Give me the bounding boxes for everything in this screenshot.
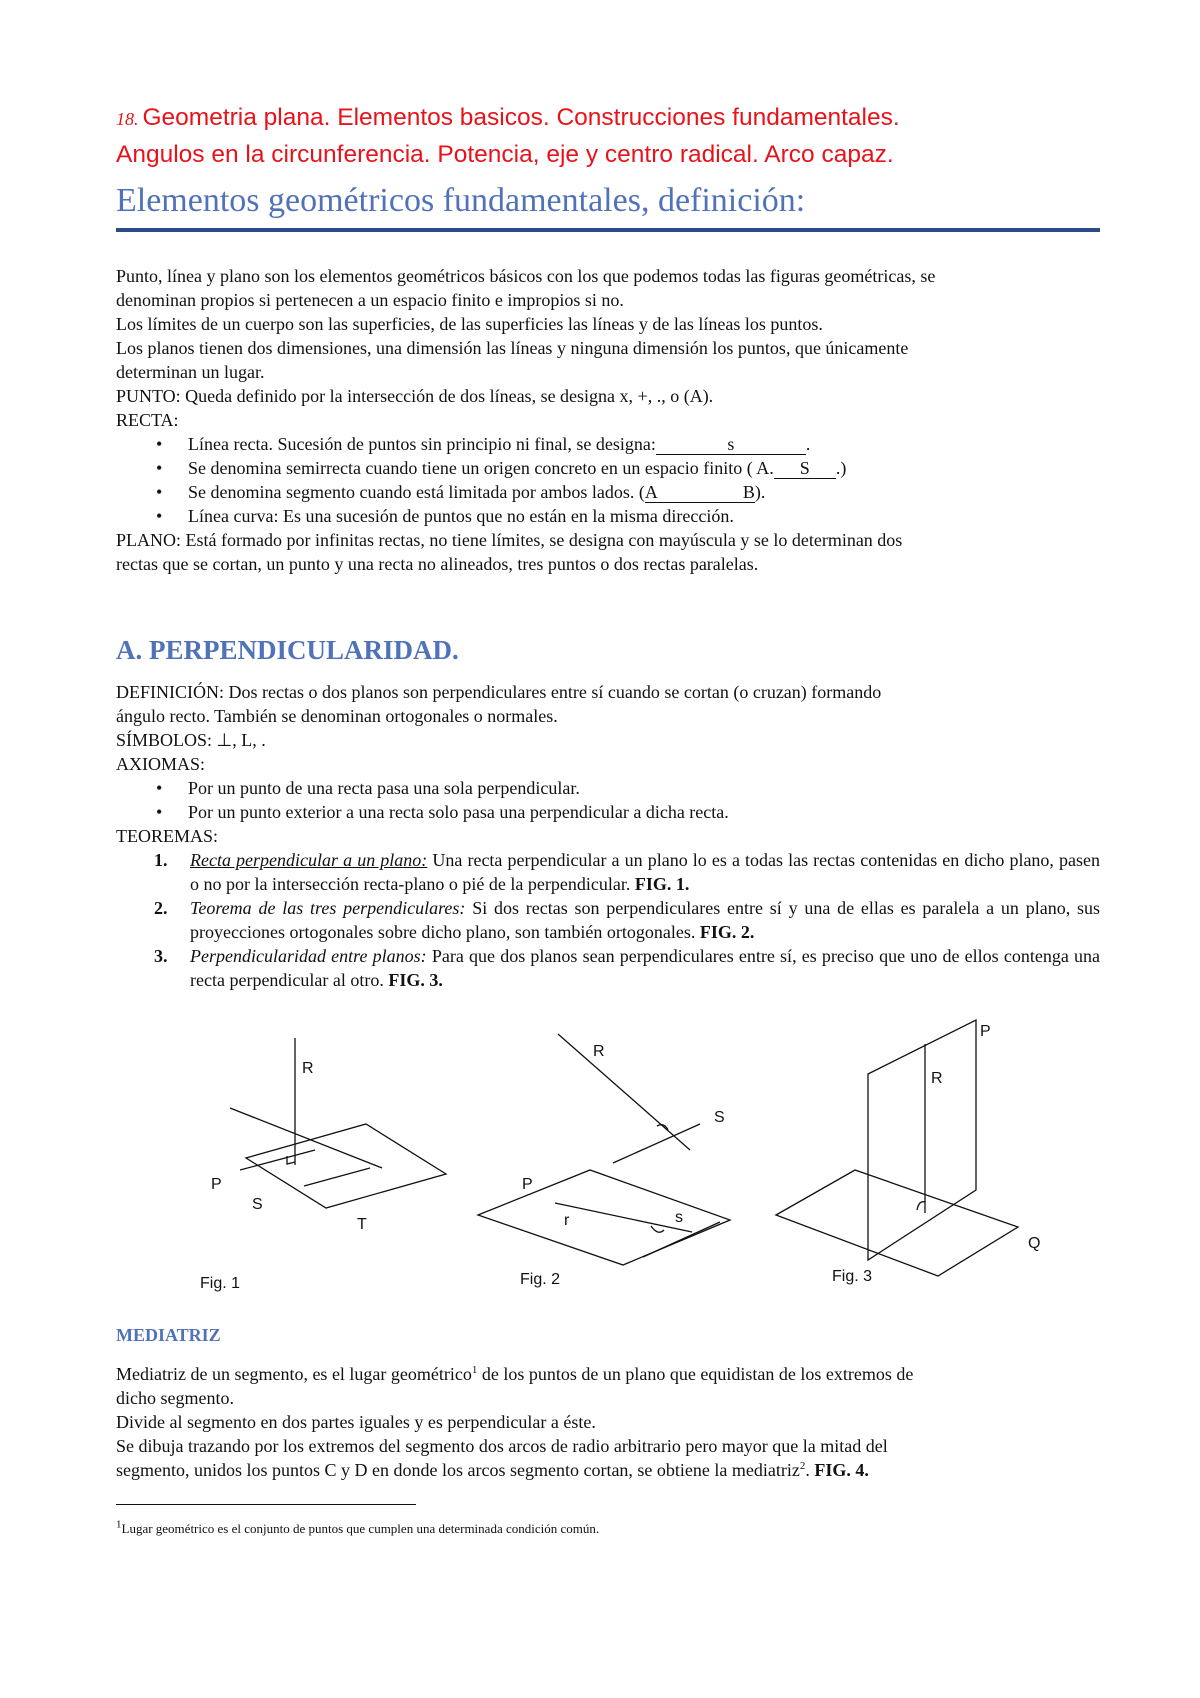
section-title: Elementos geométricos fundamentales, definición:: [116, 182, 806, 219]
fig1-label-s: S: [252, 1196, 263, 1213]
chapter-title-line-2: Angulos en la circunferencia. Potencia, eje y centro radical. Arco capaz.: [116, 141, 894, 168]
fig1-label-r: R: [302, 1060, 314, 1077]
plano-line1: PLANO: Está formado por infinitas rectas, no tiene límites, se designa con mayúscula y se lo determinan dos: [116, 530, 903, 550]
plano-line2: rectas que se cortan, un punto y una recta no alineados, tres puntos o dos rectas paralelas.: [116, 554, 759, 574]
mediatriz-p1: Mediatriz de un segmento, es el lugar geométrico$^1$ de los puntos de un plano que equidistan de los extremos de: [116, 1364, 914, 1384]
fig2-line-s: [613, 1124, 700, 1163]
fig2-plane-p: [478, 1170, 730, 1265]
fig1-label-t: T: [357, 1216, 367, 1233]
teoremas-label: TEOREMAS:: [116, 826, 219, 846]
axioma-1: • Por un punto de una recta pasa una sola perpendicular.: [116, 776, 1100, 800]
axioma-2: • Por un punto exterior a una recta solo pasa una perpendicular a dicha recta.: [116, 800, 1100, 824]
fig2-caption: Fig. 2: [520, 1271, 561, 1288]
fig3-label-r: R: [931, 1070, 943, 1087]
segmento-symbol-underline: A B: [644, 482, 755, 502]
fig2-label-p: P: [522, 1176, 533, 1193]
recta-bullet-4: • Línea curva: Es una sucesión de puntos que no están en la misma dirección.: [116, 504, 1100, 528]
footnote-rule: [116, 1504, 416, 1505]
section-a-heading: A. PERPENDICULARIDAD.: [116, 635, 459, 665]
fig2-label-s-lower: s: [675, 1209, 683, 1226]
fig1-line-t: [304, 1168, 370, 1186]
intro-p1-line2: denominan propios si pertenecen a un espacio finito e impropios si no.: [116, 290, 624, 310]
fig2-label-r-upper: R: [593, 1043, 605, 1060]
fig2-line-r: [558, 1034, 690, 1150]
definicion-line1: DEFINICIÓN: Dos rectas o dos planos son perpendiculares entre sí cuando se cortan (o cruzan) formando: [116, 682, 882, 702]
mediatriz-p1-line2: dicho segmento.: [116, 1388, 234, 1408]
chapter-number: 18.: [116, 109, 139, 129]
fig3-label-p: P: [980, 1023, 991, 1040]
footnote: $^1$Lugar geométrico es el conjunto de puntos que cumplen una determinada condición común.: [116, 1518, 600, 1536]
teorema-2: 2. Teorema de las tres perpendiculares: Si dos rectas son perpendiculares entre sí y una de ellas es paralela a un plano, sus proyecciones ortogonales sobre dicho plano, son también ortogonales. FIG. 2.: [154, 898, 1100, 942]
fig2-angle-mark-2: [651, 1226, 664, 1232]
fig1-label-p: P: [211, 1176, 222, 1193]
intro-p2: Los límites de un cuerpo son las superficies, de las superficies las líneas y de las líneas los puntos.: [116, 314, 823, 334]
fig3-plane-q: [776, 1170, 1018, 1276]
fig2-line-r-proj: [555, 1203, 692, 1232]
fig1-rhombus-left: [230, 1108, 382, 1168]
intro-p3-line1: Los planos tienen dos dimensiones, una dimensión las líneas y ninguna dimensión los puntos, que únicamente: [116, 338, 909, 358]
mediatriz-heading: MEDIATRIZ: [116, 1325, 221, 1345]
fig1-line-s: [240, 1150, 315, 1170]
figure-3: [776, 1020, 1018, 1276]
fig3-caption: Fig. 3: [832, 1268, 873, 1285]
axiomas-label: AXIOMAS:: [116, 754, 206, 774]
fig2-line-s-proj: [643, 1222, 720, 1257]
intro-p3-line2: determinan un lugar.: [116, 362, 265, 382]
chapter-title-line-1: Geometria plana. Elementos basicos. Construcciones fundamentales.: [142, 104, 900, 131]
definicion-line2: ángulo recto. También se denominan ortogonales o normales.: [116, 706, 558, 726]
mediatriz-block: [116, 1362, 1100, 1482]
fig2-label-s-upper: S: [714, 1109, 725, 1126]
simbolos: SÍMBOLOS: ⊥, L, .: [116, 730, 266, 750]
fig3-angle-mark: [917, 1202, 925, 1210]
fig1-caption: Fig. 1: [200, 1275, 241, 1292]
mediatriz-p3-line2: segmento, unidos los puntos C y D en donde los arcos segmento cortan, se obtiene la mediatriz$^2$. FIG. 4.: [116, 1460, 869, 1480]
semirrecta-symbol-underline: S: [774, 458, 836, 479]
teorema-1: 1. Recta perpendicular a un plano: Una recta perpendicular a un plano lo es a todas las rectas contenidas en dicho plano, pasen o no por la intersección recta-plano o pié de la perpendicular. FIG. 1.: [154, 850, 1100, 894]
fig2-label-r-lower: r: [564, 1212, 570, 1229]
fig3-plane-p: [868, 1020, 976, 1260]
figure-2: [478, 1034, 730, 1265]
recta-symbol-underline: s: [656, 434, 806, 455]
recta-bullet-2: • Se denomina semirrecta cuando tiene un origen concreto en un espacio finito ( A. S .): [116, 456, 1100, 480]
punto-definition: PUNTO: Queda definido por la intersección de dos líneas, se designa x, +, ., o (A).: [116, 386, 714, 406]
mediatriz-p2: Divide al segmento en dos partes iguales y es perpendicular a éste.: [116, 1412, 596, 1432]
recta-label: RECTA:: [116, 410, 179, 430]
mediatriz-p3-line1: Se dibuja trazando por los extremos del segmento dos arcos de radio arbitrario pero mayor que la mitad del: [116, 1436, 888, 1456]
fig3-label-q: Q: [1028, 1235, 1041, 1252]
fig1-plane-p: [246, 1124, 446, 1208]
recta-bullet-3: • Se denomina segmento cuando está limitada por ambos lados. (A B).: [116, 480, 1100, 504]
teorema-3: 3. Perpendicularidad entre planos: Para que dos planos sean perpendiculares entre sí, es preciso que uno de ellos contenga una recta perpendicular al otro. FIG. 3.: [154, 946, 1100, 990]
intro-p1-line1: Punto, línea y plano son los elementos geométricos básicos con los que podemos todas las figuras geométricas, se: [116, 266, 936, 286]
recta-bullet-1: • Línea recta. Sucesión de puntos sin principio ni final, se designa: s .: [116, 432, 1100, 456]
